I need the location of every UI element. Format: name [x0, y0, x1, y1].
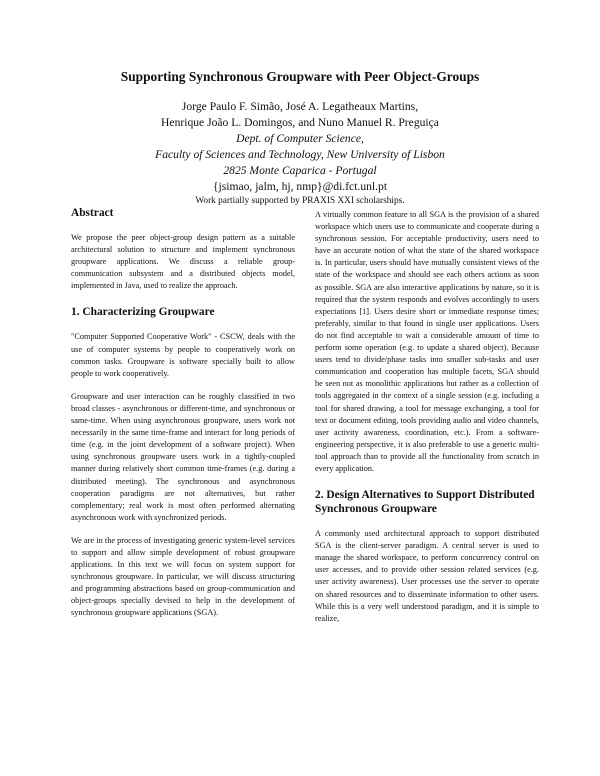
abstract-heading: Abstract	[71, 207, 114, 219]
section-1-paragraph-2: Groupware and user interaction can be roughly classified in two broad classes - asynchronous or different-time, and synchronous or same-time. When using asynchronous groupware, users work not necessarily in the same time-frame and interact for long periods of time (e.g. in the joint development of a software project). When using synchronous groupware users work in a tightly-coupled manner during relatively short common time-frames (e.g. during a distributed meeting). The synchronous and asynchronous cooperation paradigms are not alternatives, but rather complementary; real work is most often performed alternating asynchronous work with synchronized periods.	[71, 391, 295, 522]
authors-line-2: Henrique João L. Domingos, and Nuno Manuel R. Preguiça	[161, 116, 439, 129]
section-2-heading: 2. Design Alternatives to Support Distributed Synchronous Groupware	[315, 489, 535, 516]
affiliation-faculty: Faculty of Sciences and Technology, New University of Lisbon	[155, 148, 445, 161]
section-1-paragraph-3: We are in the process of investigating generic system-level services to support and allow simple development of robust groupware applications. In this text we will focus on system support for synchronous groupware. In particular, we will discuss structuring and programming abstractions based on group-communication and object-groups specially devised to help in the development of synchronous groupware applications (SGA).	[71, 535, 295, 618]
author-emails: {jsimao, jalm, hj, nmp}@di.fct.unl.pt	[212, 180, 388, 193]
affiliation-department: Dept. of Computer Science,	[236, 132, 364, 145]
section-1-heading: 1. Characterizing Groupware	[71, 306, 215, 319]
abstract-text: We propose the peer object-group design pattern as a suitable architectural solution to structure and implement synchronous groupware applications. We discuss a reliable group-communication subsystem and a distributed objects model, implemented in Java, used to realize the approach.	[71, 233, 295, 291]
authors-line-1: Jorge Paulo F. Simão, José A. Legatheaux Martins,	[181, 100, 419, 113]
author-block	[0, 99, 600, 208]
affiliation-address: 2825 Monte Caparica - Portugal	[223, 164, 377, 177]
funding-note: Work partially supported by PRAXIS XXI scholarships.	[195, 196, 405, 206]
right-column	[315, 209, 539, 625]
right-paragraph-1: A virtually common feature to all SGA is the provision of a shared workspace which users use to communicate and cooperate during a synchronous session. For acceptable productivity, users need to have an accurate notion of what the state of the shared workspace is. In particular, users should have mutually consistent views of the state of the workspace and should see each others actions as soon as possible. SGA are also interactive applications by nature, so it is required that the system responds and evolves accordingly to users expectations [1]. Users desire short or immediate response times; preferably, similar to that found in single user applications. Users do not find acceptable to wait a considerable amount of time to perform some operation (e.g. to update a shared object). Because users tend to divide/phase tasks into smaller sub-tasks and user communication and cooperation has multiple facets, SGA should be seen not as monolithic applications but rather as a collection of tools aggregated in the context of a single session (e.g. including a tool for shared drawing, a tool for message exchanging, a tool for text or document editing, tools providing audio and video channels, user activity awareness, coordination, etc.). From a software-engineering perspective, it is also preferable to use a generic multi-tool approach than to provide all the functionality from scratch in every application.	[315, 210, 539, 473]
section-1-paragraph-1: "Computer Supported Cooperative Work" - CSCW, deals with the use of computer systems by people to cooperatively work on common tasks. Groupware is software specially built to allow people to work cooperatively.	[71, 332, 295, 378]
section-2-paragraph-1: A commonly used architectural approach to support distributed SGA is the client-server paradigm. A central server is used to manage the shared workspace, to perform concurrency control on user accesses, and to provide other session related services (e.g. user activity awareness). User processes use the server to operate on shared resources and to disseminate information to other users. While this is a very well understood paradigm, and it is simple to realize,	[315, 529, 539, 623]
left-column	[71, 206, 295, 620]
paper-title: Supporting Synchronous Groupware with Peer Object-Groups	[120, 69, 480, 84]
